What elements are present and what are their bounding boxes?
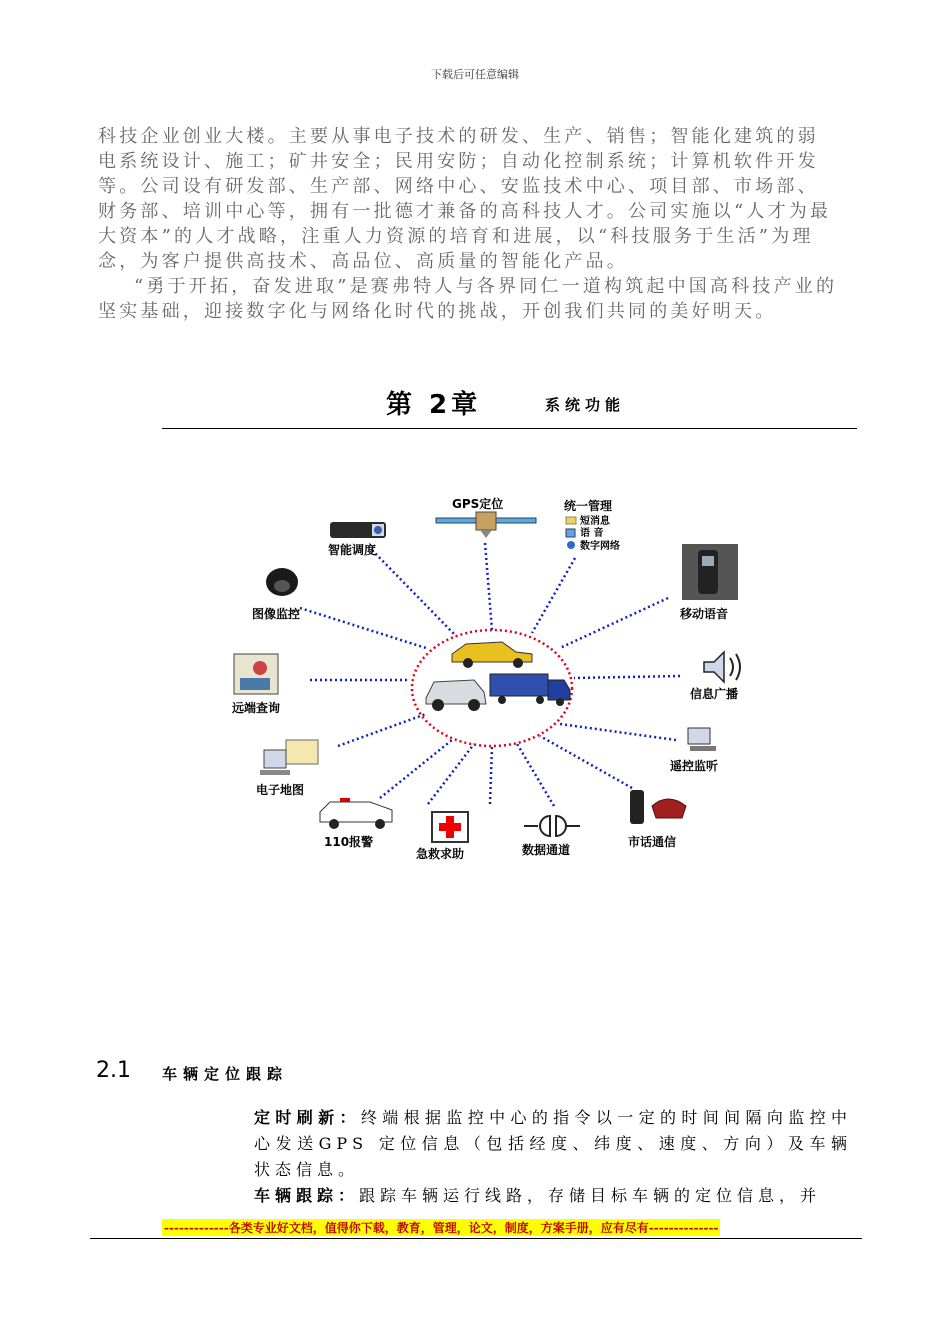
diagram-spoke [532, 558, 575, 633]
mobile-phone-icon [682, 544, 738, 600]
label-data-channel: 数据通道 [522, 843, 571, 857]
body-term: 车辆跟踪： [254, 1186, 360, 1205]
footer-banner: -------------各类专业好文档，值得你下载，教育，管理，论文，制度，方案手册，应有尽有-------------- [164, 1221, 719, 1235]
label-unified-voice: 语 音 [580, 528, 604, 539]
system-function-diagram [220, 488, 780, 868]
map-computer-icon [260, 740, 318, 775]
dispatch-icon [330, 522, 386, 538]
diagram-spoke [372, 550, 456, 636]
chapter-title: 系统功能 [545, 396, 626, 414]
intro-text [98, 124, 838, 324]
suv-icon [426, 680, 486, 711]
intro-paragraph: “勇于开拓，奋发进取”是赛弗特人与各界同仁一道构筑起中国高科技产业的坚实基础，迎接数字化与网络化时代的挑战，开创我们共同的美好明天。 [98, 276, 838, 322]
label-rescue: 急救求助 [416, 847, 465, 861]
first-aid-icon [432, 812, 468, 842]
label-image: 图像监控 [252, 607, 301, 621]
computer-icon [688, 728, 716, 751]
body-paragraph [254, 1183, 852, 1209]
body-paragraph [254, 1105, 852, 1183]
truck-icon [490, 674, 570, 706]
label-remote-query: 远端查询 [232, 701, 281, 715]
label-unified-sms: 短消息 [580, 516, 610, 527]
diagram-spoke [300, 608, 426, 648]
diagram-spoke [560, 724, 676, 740]
body-text: 跟踪车辆运行线路，存储目标车辆的定位信息，并 [359, 1186, 822, 1205]
connector-icon [524, 816, 580, 836]
section-body [254, 1105, 852, 1209]
header-note: 下载后可任意编辑 [431, 68, 519, 81]
sms-icon [566, 517, 576, 524]
diagram-spoke [338, 714, 426, 746]
telephone-icon [630, 790, 686, 824]
body-term: 定时刷新： [254, 1108, 361, 1127]
label-alarm: 110报警 [324, 835, 374, 849]
dome-camera-icon [266, 568, 298, 596]
diagram-spoke [574, 676, 680, 678]
intro-paragraph: 科技企业创业大楼。主要从事电子技术的研发、生产、销售；智能化建筑的弱电系统设计、施工；矿井安全；民用安防；自动化控制系统；计算机软件开发等。公司设有研发部、生产部、网络中心、安监技术中心、项目部、市场部、财务部、培训中心等，拥有一批德才兼备的高科技人才。公司实施以“人才为最大资本”的人才战略，注重人力资源的培育和进展，以“科技服务于生活”为理念，为客户提供高技术、高品位、高质量的智能化产品。 [98, 126, 832, 272]
section-number: 2.1 [96, 1058, 131, 1083]
network-icon [567, 541, 575, 549]
diagram-spoke [485, 543, 492, 630]
diagram-spoke [516, 742, 554, 806]
label-unified: 统一管理 [564, 499, 613, 513]
satellite-icon [436, 512, 536, 538]
label-remote-listen: 遥控监听 [670, 759, 719, 773]
diagram-spoke [490, 746, 492, 804]
label-phone: 市话通信 [628, 835, 677, 849]
label-gps: GPS定位 [452, 497, 504, 511]
speaker-icon [704, 652, 740, 682]
label-dispatch: 智能调度 [328, 543, 377, 557]
chapter-rule [162, 428, 857, 429]
body-text: 终端根据监控中心的指令以一定的时间间隔向监控中心发送GPS 定位信息（包括经度、纬度、速度、方向）及车辆状态信息。 [254, 1108, 852, 1179]
section-title: 车辆定位跟踪 [162, 1065, 289, 1083]
voice-icon [566, 529, 575, 537]
label-emap: 电子地图 [256, 783, 305, 797]
diagram-spoke [560, 598, 668, 648]
footer-rule [90, 1238, 862, 1239]
remote-query-icon [234, 654, 278, 694]
police-car-icon [320, 798, 392, 829]
diagram-spoke [380, 740, 452, 798]
chapter-number: 第 2章 [386, 390, 482, 420]
label-unified-net: 数字网络 [580, 541, 620, 552]
taxi-icon [452, 642, 532, 668]
label-mobile-voice: 移动语音 [680, 607, 729, 621]
diagram-spoke [540, 736, 632, 788]
label-broadcast: 信息广播 [690, 687, 739, 701]
